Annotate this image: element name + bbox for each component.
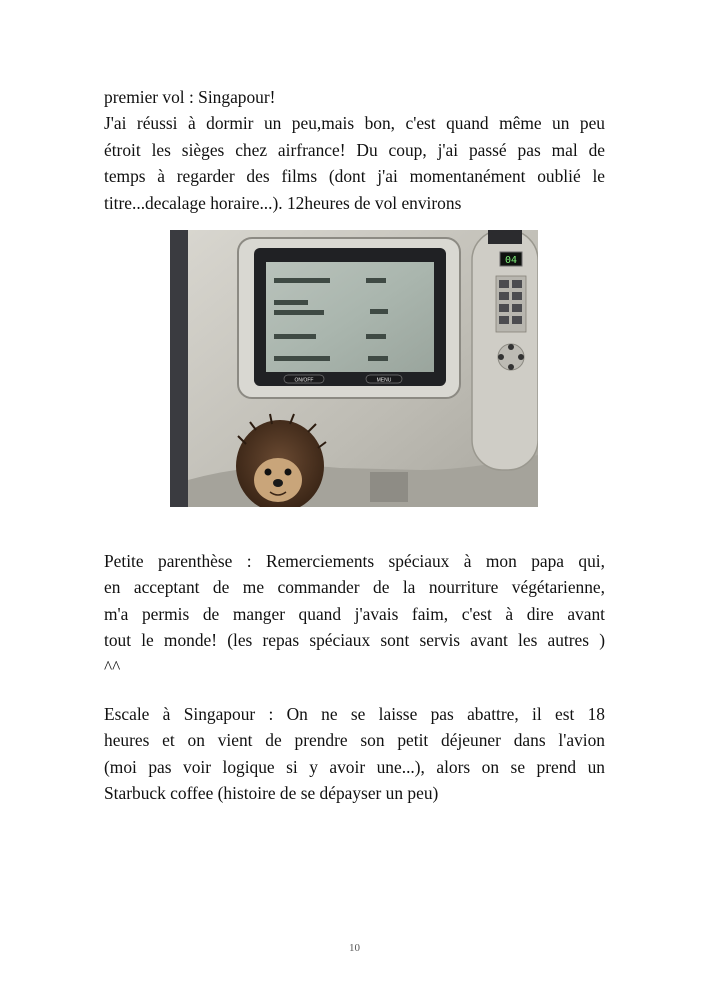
- text-line: premier vol : Singapour!: [104, 87, 276, 107]
- text-line: en acceptant de me commander de la nourriture végétarienne,: [104, 577, 605, 598]
- text-line: Petite parenthèse : Remerciements spéciaux à mon papa qui,: [104, 551, 605, 571]
- text-line: temps à regarder des films (dont j'ai momentanément oublié le: [104, 166, 605, 187]
- menu-label: MENU: [376, 377, 392, 384]
- text-line: ^^: [104, 656, 121, 677]
- on-off-label: ON/OFF: [294, 377, 314, 384]
- inflight-screen-photo: [170, 230, 538, 507]
- seat-channel-display: 04: [504, 255, 518, 266]
- text-line: Starbuck coffee (histoire de se dépayser un peu): [104, 783, 439, 804]
- text-line: (moi pas voir logique si y avoir une...), alors on se prend un: [104, 756, 605, 777]
- text-line: J'ai réussi à dormir un peu,mais bon, c'est quand même un peu: [104, 113, 605, 134]
- text-line: étroit les sièges chez airfrance! Du coup, j'ai passé pas mal de: [104, 139, 605, 160]
- text-line: tout le monde! (les repas spéciaux sont servis avant les autres ): [104, 630, 605, 651]
- text-line: titre...decalage horaire...). 12heures de vol environs: [104, 192, 462, 213]
- paragraph-special-meal: [104, 548, 605, 680]
- text-line: Escale à Singapour : On ne se laisse pas abattre, il est 18: [104, 704, 605, 724]
- paragraph-singapore-stopover: [104, 701, 605, 807]
- paragraph-first-flight: [104, 84, 605, 216]
- text-line: m'a permis de manger quand j'avais faim, c'est à dire avant: [104, 603, 605, 624]
- text-line: heures et on vient de prendre son petit déjeuner dans l'avion: [104, 730, 605, 751]
- page-number: 10: [349, 942, 360, 954]
